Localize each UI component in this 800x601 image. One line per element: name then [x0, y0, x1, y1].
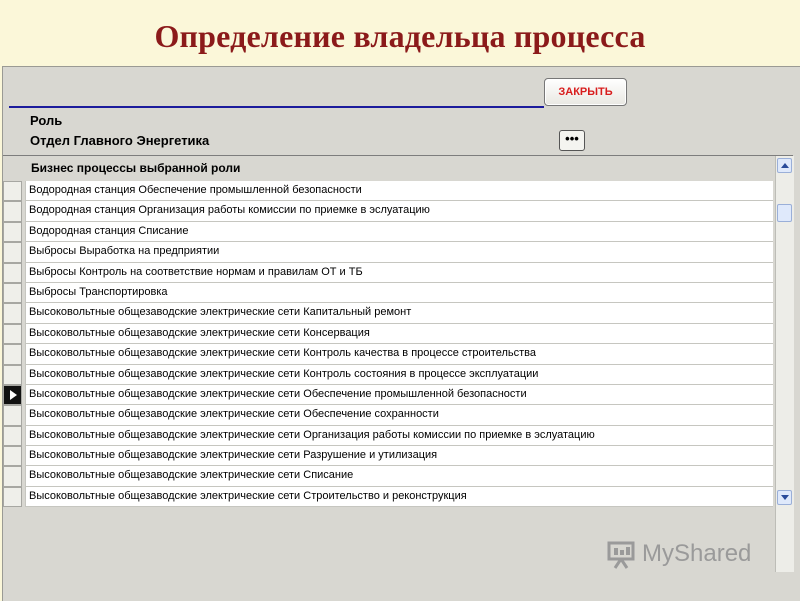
select-role-button[interactable]: ••• — [559, 130, 585, 151]
slide-title: Определение владельца процесса — [154, 18, 646, 54]
process-name-cell[interactable]: Высоковольтные общезаводские электрические сети Консервация — [25, 324, 773, 344]
process-name-cell[interactable]: Высоковольтные общезаводские электрические сети Контроль качества в процессе строительства — [25, 344, 773, 364]
process-name-cell[interactable]: Водородная станция Обеспечение промышленной безопасности — [25, 181, 773, 201]
current-row-pointer-icon — [10, 390, 17, 400]
presentation-icon — [606, 538, 638, 570]
process-owner-window — [2, 66, 800, 601]
row-selector[interactable] — [3, 324, 22, 344]
row-selector[interactable] — [3, 181, 22, 201]
scroll-thumb[interactable] — [777, 204, 792, 222]
watermark — [606, 538, 751, 570]
row-selector[interactable] — [3, 303, 22, 323]
list-rows — [3, 181, 773, 507]
row-selector[interactable] — [3, 426, 22, 446]
row-selector[interactable] — [3, 201, 22, 221]
header-divider — [9, 106, 544, 108]
table-row[interactable] — [3, 283, 773, 303]
table-row[interactable] — [3, 181, 773, 201]
process-name-cell[interactable]: Выбросы Контроль на соответствие нормам и правилам ОТ и ТБ — [25, 263, 773, 283]
process-name-cell[interactable]: Водородная станция Организация работы комиссии по приемке в эслуатацию — [25, 201, 773, 221]
row-selector[interactable] — [3, 283, 22, 303]
row-selector[interactable] — [3, 487, 22, 507]
row-selector[interactable] — [3, 405, 22, 425]
vertical-scrollbar[interactable] — [775, 156, 794, 572]
row-selector[interactable] — [3, 385, 22, 405]
table-row[interactable] — [3, 466, 773, 486]
scroll-up-button[interactable] — [777, 158, 792, 173]
table-row[interactable] — [3, 405, 773, 425]
row-selector[interactable] — [3, 344, 22, 364]
process-name-cell[interactable]: Выбросы Выработка на предприятии — [25, 242, 773, 262]
table-row[interactable] — [3, 242, 773, 262]
process-name-cell[interactable]: Высоковольтные общезаводские электрические сети Списание — [25, 466, 773, 486]
row-selector[interactable] — [3, 466, 22, 486]
business-process-list — [3, 155, 793, 572]
process-name-cell[interactable]: Высоковольтные общезаводские электрические сети Капитальный ремонт — [25, 303, 773, 323]
arrow-up-icon — [781, 163, 789, 168]
table-row[interactable] — [3, 263, 773, 283]
process-name-cell[interactable]: Высоковольтные общезаводские электрические сети Строительство и реконструкция — [25, 487, 773, 507]
process-name-cell[interactable]: Высоковольтные общезаводские электрические сети Организация работы комиссии по приемке в эслуатацию — [25, 426, 773, 446]
table-row[interactable] — [3, 344, 773, 364]
row-selector[interactable] — [3, 446, 22, 466]
role-value: Отдел Главного Энергетика — [30, 133, 210, 148]
table-row[interactable] — [3, 324, 773, 344]
table-row[interactable] — [3, 446, 773, 466]
row-selector[interactable] — [3, 242, 22, 262]
role-label: Роль — [30, 113, 63, 128]
list-header: Бизнес процессы выбранной роли — [25, 156, 775, 180]
process-name-cell[interactable]: Высоковольтные общезаводские электрические сети Обеспечение сохранности — [25, 405, 773, 425]
table-row[interactable] — [3, 222, 773, 242]
watermark-text: MyShared — [642, 540, 752, 567]
table-row[interactable] — [3, 303, 773, 323]
table-row[interactable] — [3, 201, 773, 221]
process-name-cell[interactable]: Высоковольтные общезаводские электрические сети Разрушение и утилизация — [25, 446, 773, 466]
process-name-cell[interactable]: Водородная станция Списание — [25, 222, 773, 242]
row-selector[interactable] — [3, 263, 22, 283]
process-name-cell[interactable]: Высоковольтные общезаводские электрические сети Обеспечение промышленной безопасности — [25, 385, 773, 405]
scroll-down-button[interactable] — [777, 490, 792, 505]
row-selector[interactable] — [3, 222, 22, 242]
process-name-cell[interactable]: Выбросы Транспортировка — [25, 283, 773, 303]
table-row[interactable] — [3, 385, 773, 405]
table-row[interactable] — [3, 365, 773, 385]
arrow-down-icon — [781, 495, 789, 500]
table-row[interactable] — [3, 487, 773, 507]
close-button[interactable]: ЗАКРЫТЬ — [544, 78, 627, 106]
table-row[interactable] — [3, 426, 773, 446]
process-name-cell[interactable]: Высоковольтные общезаводские электрические сети Контроль состояния в процессе эксплуатации — [25, 365, 773, 385]
row-selector[interactable] — [3, 365, 22, 385]
